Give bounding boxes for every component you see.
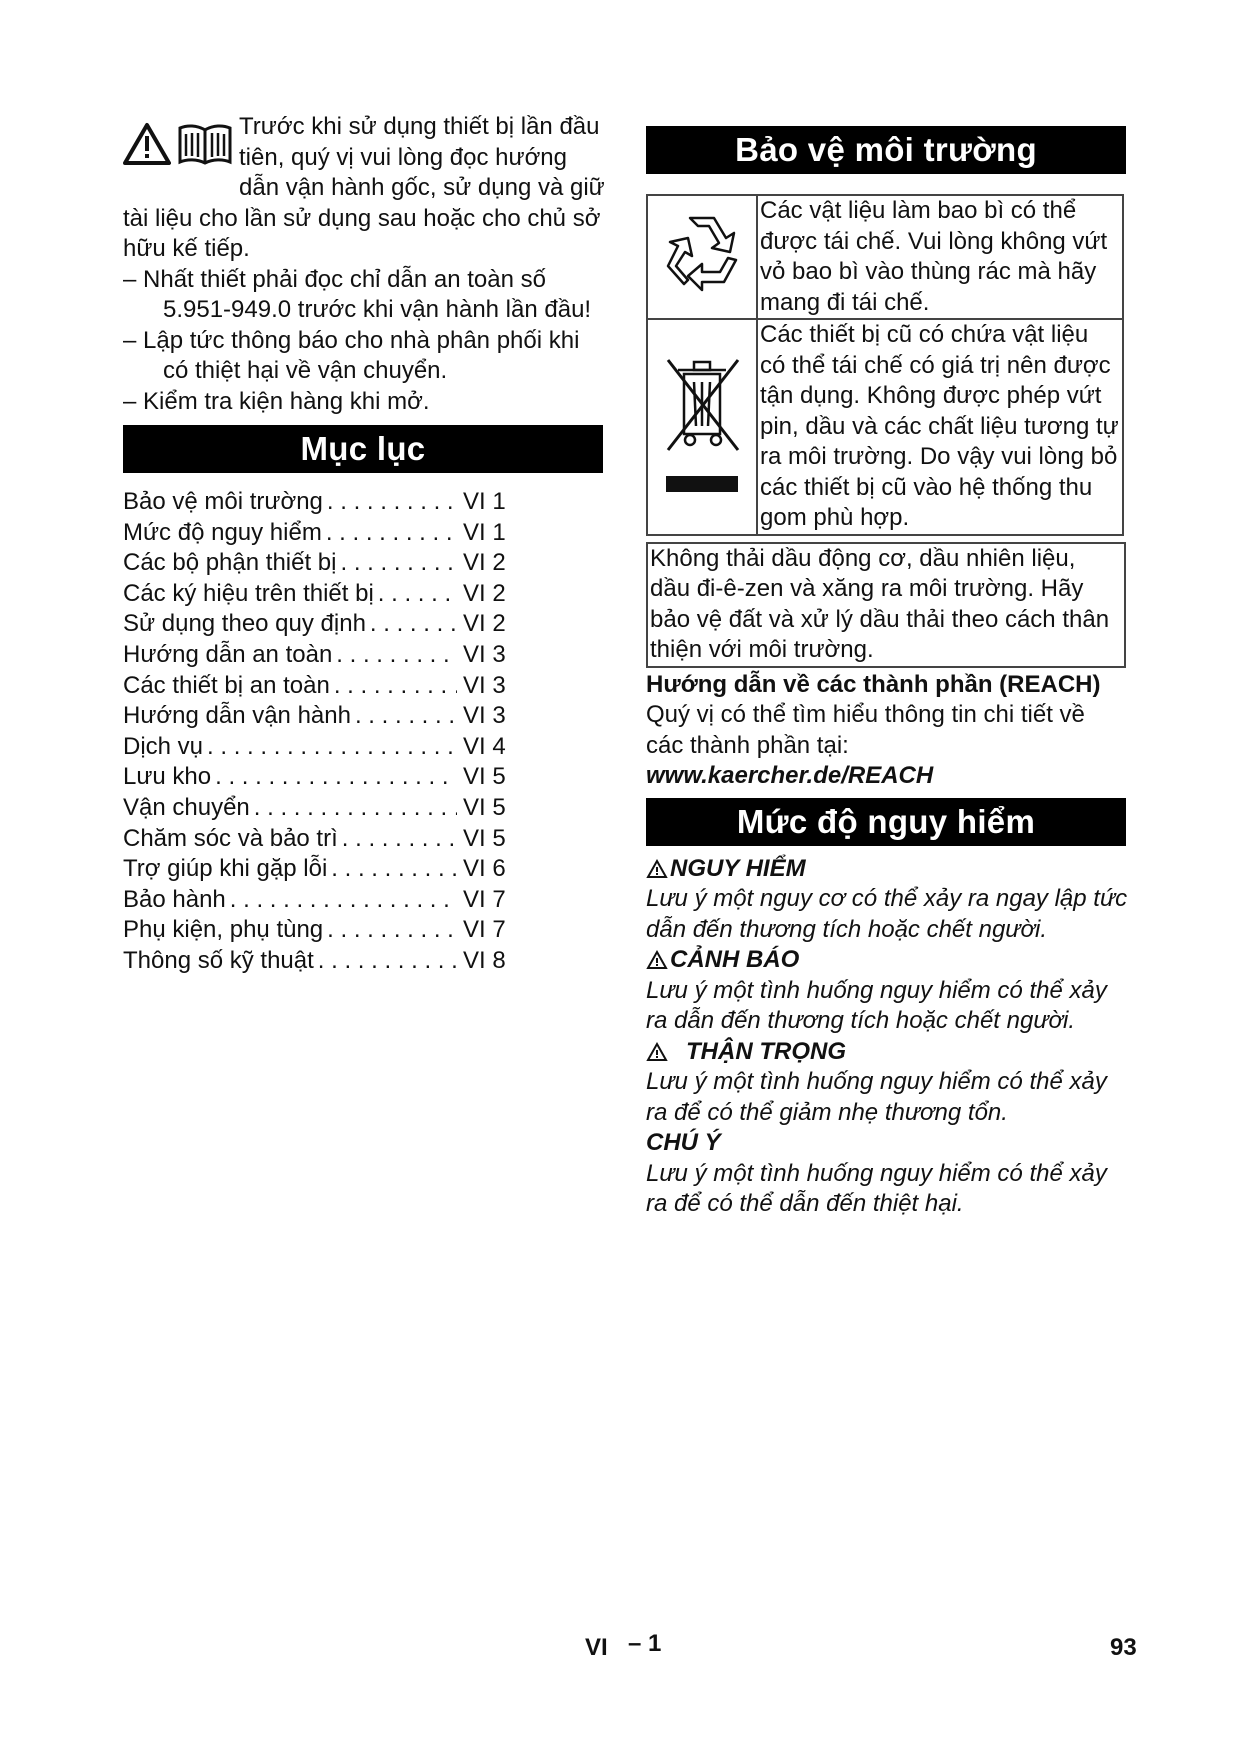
toc-label: Hướng dẫn an toàn xyxy=(123,640,333,668)
hazard-caution-text: Lưu ý một tình huống nguy hiểm có thể xảy ra để có thể giảm nhẹ thương tổn. xyxy=(646,1068,1107,1126)
weee-text: Các thiết bị cũ có chứa vật liệu có thể tái chế có giá trị nên được tận dụng. Không được phép vứt pin, dầu và các chất liệu tương tự ra môi trường. Do vậy vui lòng bỏ các thiết bị cũ vào hệ thống thu gom phù hợp. xyxy=(757,319,1123,535)
toc-entry[interactable] xyxy=(123,793,523,824)
toc-entry[interactable] xyxy=(123,885,523,916)
hazard-levels xyxy=(646,854,1128,1220)
toc-label: Các ký hiệu trên thiết bị xyxy=(123,579,374,607)
toc-page: VI 2 xyxy=(463,549,506,577)
toc-page: VI 3 xyxy=(463,702,506,730)
toc-entry[interactable] xyxy=(123,762,523,793)
intro-icons xyxy=(123,122,239,176)
toc-entry[interactable] xyxy=(123,487,523,518)
toc-leader xyxy=(327,487,457,518)
hazard-label: CHÚ Ý xyxy=(646,1129,721,1156)
hazard-notice-title xyxy=(646,1128,1128,1159)
reach-link[interactable]: www.kaercher.de/REACH xyxy=(646,762,934,789)
toc-entry[interactable] xyxy=(123,609,523,640)
list-item: – Kiểm tra kiện hàng khi mở. xyxy=(123,387,430,415)
table-of-contents xyxy=(123,487,605,977)
toc-entry[interactable] xyxy=(123,579,523,610)
toc-label: Hướng dẫn vận hành xyxy=(123,702,351,730)
oil-notice: Không thải dầu động cơ, dầu nhiên liệu, dầu đi-ê-zen và xăng ra môi trường. Hãy bảo vệ đất và xử lý dầu thải theo cách thân thiện với môi trường. xyxy=(646,542,1126,668)
toc-page: VI 2 xyxy=(463,610,506,638)
toc-label: Phụ kiện, phụ tùng xyxy=(123,916,324,944)
table-row xyxy=(647,319,1123,535)
toc-leader xyxy=(340,548,457,579)
right-column xyxy=(646,120,1128,1220)
toc-leader xyxy=(355,701,457,732)
table-row xyxy=(647,195,1123,319)
hazard-warning-text: Lưu ý một tình huống nguy hiểm có thể xảy ra dẫn đến thương tích hoặc chết người. xyxy=(646,976,1107,1034)
toc-entry[interactable] xyxy=(123,915,523,946)
toc-heading: Mục lục xyxy=(123,425,603,473)
recycle-cell xyxy=(647,195,757,319)
hazard-caution-title xyxy=(646,1037,1128,1068)
toc-label: Mức độ nguy hiểm xyxy=(123,518,322,546)
toc-label: Bảo hành xyxy=(123,885,226,913)
toc-leader xyxy=(370,609,457,640)
toc-leader xyxy=(215,762,457,793)
toc-label: Bảo vệ môi trường xyxy=(123,488,323,515)
warning-icon xyxy=(646,859,668,879)
left-column xyxy=(123,112,605,977)
toc-leader xyxy=(230,885,457,916)
toc-leader xyxy=(326,518,457,549)
toc-entry[interactable] xyxy=(123,824,523,855)
toc-leader xyxy=(318,946,457,977)
footer-section-page: – 1 xyxy=(628,1630,662,1657)
toc-entry[interactable] xyxy=(123,701,523,732)
toc-leader xyxy=(378,579,457,610)
hazard-danger-title xyxy=(646,854,1128,885)
environment-heading: Bảo vệ môi trường xyxy=(646,126,1126,174)
intro-text: Trước khi sử dụng thiết bị lần đầu tiên, quý vị vui lòng đọc hướng dẫn vận hành gốc, sử dụng và giữ tài liệu cho lần sử dụng sau hoặc cho chủ sở hữu kế tiếp. xyxy=(123,113,605,262)
toc-entry[interactable] xyxy=(123,548,523,579)
warning-icon xyxy=(646,950,668,970)
toc-page: VI 7 xyxy=(463,916,506,944)
toc-page: VI 6 xyxy=(463,855,506,883)
recycle-text: Các vật liệu làm bao bì có thể được tái chế. Vui lòng không vứt vỏ bao bì vào thùng rác mà hãy mang đi tái chế. xyxy=(757,195,1123,319)
toc-label: Lưu kho xyxy=(123,763,212,791)
intro-bullets xyxy=(123,265,605,418)
toc-leader xyxy=(254,793,457,824)
toc-page: VI 3 xyxy=(463,671,506,699)
toc-label: Thông số kỹ thuật xyxy=(123,946,314,974)
toc-leader xyxy=(207,732,457,763)
hazard-label: NGUY HIỂM xyxy=(670,854,806,882)
warning-icon xyxy=(123,122,171,166)
environment-table xyxy=(646,194,1124,536)
toc-page: VI 5 xyxy=(463,824,506,852)
toc-label: Vận chuyển xyxy=(123,793,250,821)
toc-page: VI 5 xyxy=(463,763,506,791)
toc-entry[interactable] xyxy=(123,640,523,671)
hazard-label: THẬN TRỌNG xyxy=(686,1037,846,1065)
intro-notice xyxy=(123,112,605,265)
toc-entry[interactable] xyxy=(123,518,523,549)
hazard-danger-text: Lưu ý một nguy cơ có thể xảy ra ngay lập tức dẫn đến thương tích hoặc chết người. xyxy=(646,885,1128,943)
toc-leader xyxy=(331,854,457,885)
list-item: – Lập tức thông báo cho nhà phân phối khi có thiệt hại về vận chuyển. xyxy=(123,326,580,384)
hazard-label: CẢNH BÁO xyxy=(670,946,800,973)
weee-cell xyxy=(647,319,757,535)
toc-page: VI 1 xyxy=(463,488,506,515)
hazard-heading: Mức độ nguy hiểm xyxy=(646,798,1126,846)
toc-label: Trợ giúp khi gặp lỗi xyxy=(123,855,328,883)
footer-language: VI xyxy=(585,1634,608,1661)
toc-label: Dịch vụ xyxy=(123,732,204,760)
toc-page: VI 1 xyxy=(463,518,506,546)
toc-leader xyxy=(327,915,457,946)
hazard-warning-title xyxy=(646,945,1128,976)
reach-text: Quý vị có thể tìm hiểu thông tin chi tiết về các thành phần tại: xyxy=(646,701,1085,759)
manual-book-icon xyxy=(177,122,233,166)
crossed-bin-icon xyxy=(654,348,750,498)
toc-leader xyxy=(334,671,457,702)
list-item: – Nhất thiết phải đọc chỉ dẫn an toàn số 5.951-949.0 trước khi vận hành lần đầu! xyxy=(123,265,592,323)
toc-page: VI 3 xyxy=(463,640,506,668)
toc-page: VI 4 xyxy=(463,732,506,760)
toc-entry[interactable] xyxy=(123,946,523,977)
toc-entry[interactable] xyxy=(123,732,523,763)
toc-page: VI 5 xyxy=(463,793,506,821)
recycle-icon xyxy=(654,208,750,298)
toc-page: VI 2 xyxy=(463,579,506,607)
toc-label: Các thiết bị an toàn xyxy=(123,671,330,699)
page-number: 93 xyxy=(1110,1634,1137,1661)
toc-label: Các bộ phận thiết bị xyxy=(123,549,337,577)
reach-title: Hướng dẫn về các thành phần (REACH) xyxy=(646,670,1101,698)
toc-page: VI 7 xyxy=(463,885,506,913)
hazard-notice-text: Lưu ý một tình huống nguy hiểm có thể xảy ra để có thể dẫn đến thiệt hại. xyxy=(646,1159,1107,1217)
toc-label: Sử dụng theo quy định xyxy=(123,610,366,638)
warning-icon xyxy=(646,1042,668,1062)
toc-label: Chăm sóc và bảo trì xyxy=(123,824,338,852)
toc-page: VI 8 xyxy=(463,946,506,974)
toc-entry[interactable] xyxy=(123,854,523,885)
toc-leader xyxy=(336,640,457,671)
toc-entry[interactable] xyxy=(123,671,523,702)
toc-leader xyxy=(342,824,457,855)
